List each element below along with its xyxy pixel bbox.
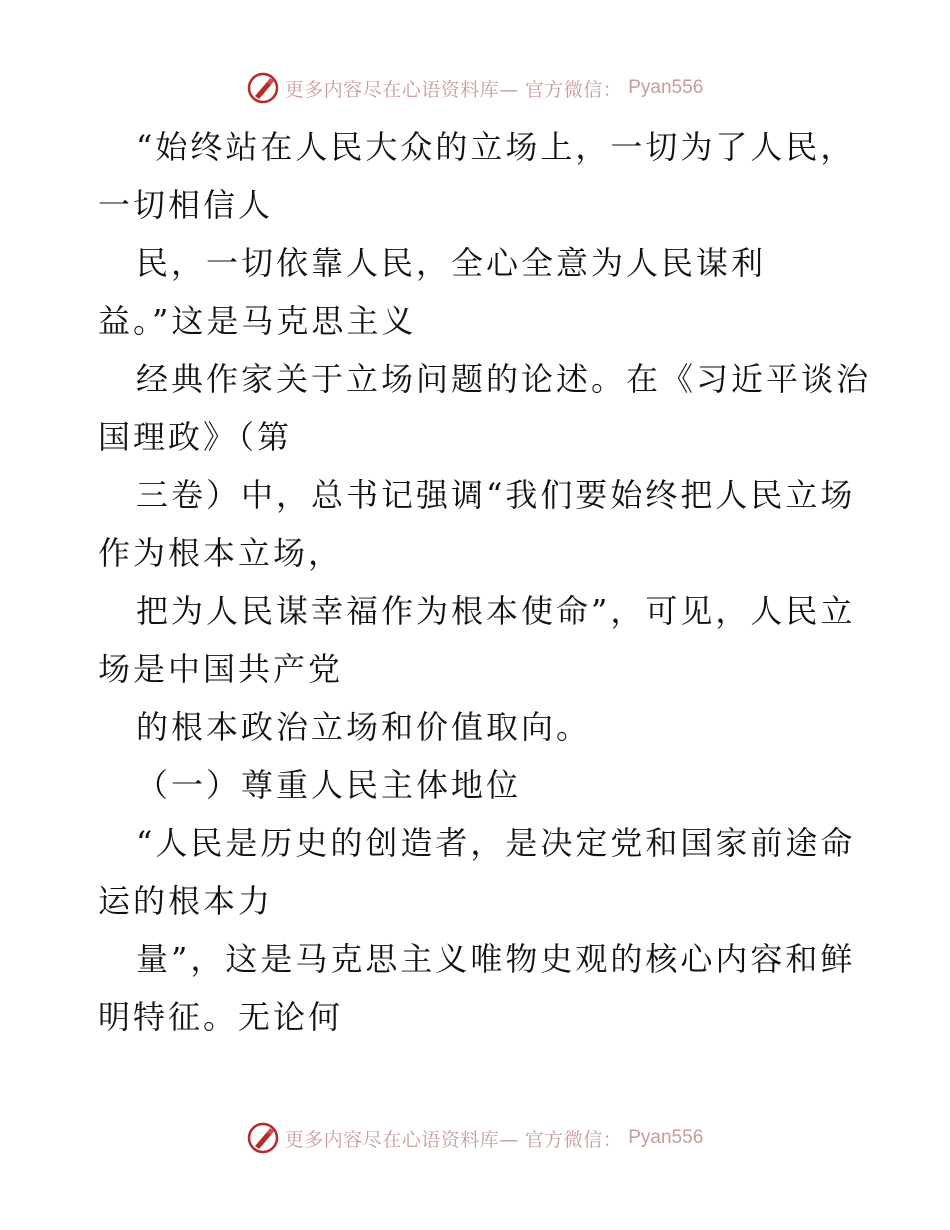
header-wechat-label: 官方微信： — [524, 78, 623, 101]
text-line: “人民是历史的创造者，是决定党和国家前途命 — [136, 824, 856, 862]
text-line: 民，一切依靠人民，全心全意为人民谋利 — [136, 244, 767, 282]
pen-logo-icon — [247, 72, 279, 104]
footer-wechat-id: Pyan556 — [628, 1127, 704, 1148]
text-line: 三卷）中，总书记强调“我们要始终把人民立场 — [136, 476, 856, 514]
text-line: 明特征。无论何 — [98, 998, 344, 1036]
document-body — [98, 128, 872, 1056]
header-wechat-id: Pyan556 — [628, 77, 704, 98]
header-brand-text: 更多内容尽在心语资料库— — [284, 78, 519, 101]
text-line: 运的根本力 — [98, 882, 274, 920]
text-line: 作为根本立场， — [98, 534, 344, 572]
text-line: 的根本政治立场和价值取向。 — [136, 708, 592, 746]
footer-brand-text: 更多内容尽在心语资料库— — [284, 1128, 519, 1151]
text-line: 国理政》（第 — [98, 418, 293, 456]
footer-watermark — [0, 1122, 950, 1154]
footer-wechat-label: 官方微信： — [524, 1128, 623, 1151]
text-line: 把为人民谋幸福作为根本使命”，可见，人民立 — [136, 592, 856, 630]
text-line: 一切相信人 — [98, 186, 274, 224]
pen-logo-icon — [247, 1122, 279, 1154]
header-watermark — [0, 72, 950, 104]
text-line: 益。”这是马克思主义 — [98, 302, 417, 340]
section-heading: （一）尊重人民主体地位 — [136, 766, 522, 804]
text-line: 场是中国共产党 — [98, 650, 344, 688]
text-line: “始终站在人民大众的立场上，一切为了人民， — [136, 128, 856, 166]
text-line: 量”，这是马克思主义唯物史观的核心内容和鲜 — [136, 940, 856, 978]
text-line: 经典作家关于立场问题的论述。在《习近平谈治 — [136, 360, 872, 398]
